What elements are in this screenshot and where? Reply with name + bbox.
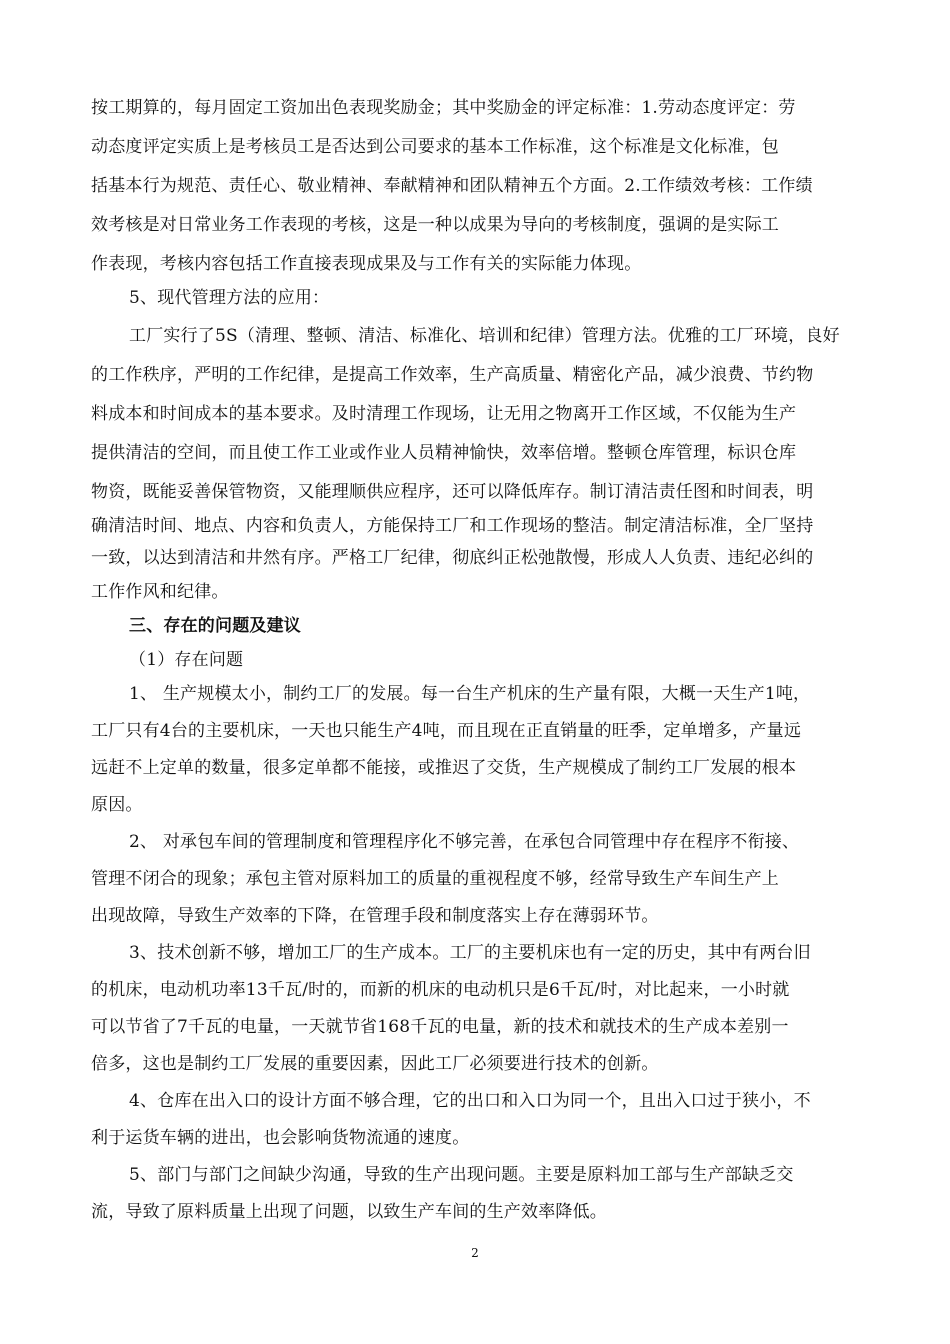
body-text-line: 确清洁时间、地点、内容和负责人，方能保持工厂和工作现场的整洁。制定清洁标准，全厂坚持	[91, 516, 814, 536]
body-text-line: 的工作秩序，严明的工作纪律，是提高工作效率，生产高质量、精密化产品，减少浪费、节约物	[91, 365, 814, 385]
body-text-line: 作表现，考核内容包括工作直接表现成果及与工作有关的实际能力体现。	[91, 254, 642, 274]
body-text-line: 利于运货车辆的进出，也会影响货物流通的速度。	[91, 1128, 470, 1148]
body-text-line: 可以节省了7千瓦的电量，一天就节省168千瓦的电量，新的技术和就技术的生产成本差别一	[91, 1017, 789, 1037]
page-number: 2	[471, 1246, 479, 1260]
body-text-line: 流，导致了原料质量上出现了问题，以致生产车间的生产效率降低。	[91, 1202, 607, 1222]
body-text-line: 1、 生产规模太小，制约工厂的发展。每一台生产机床的生产量有限，大概一天生产1吨，	[129, 684, 811, 704]
section-heading: 三、存在的问题及建议	[129, 616, 301, 636]
body-text-line: 2、 对承包车间的管理制度和管理程序化不够完善，在承包合同管理中存在程序不衔接、	[129, 832, 800, 852]
body-text-line: 工厂只有4台的主要机床，一天也只能生产4吨，而且现在正直销量的旺季，定单增多，产量远	[91, 721, 802, 741]
subsection-heading: （1）存在问题	[129, 650, 244, 670]
body-text-line: 料成本和时间成本的基本要求。及时清理工作现场，让无用之物离开工作区域，不仅能为生产	[91, 404, 797, 424]
body-text-line: 括基本行为规范、责任心、敬业精神、奉献精神和团队精神五个方面。2.工作绩效考核：工作绩	[91, 176, 813, 196]
body-text-line: 管理不闭合的现象；承包主管对原料加工的质量的重视程度不够，经常导致生产车间生产上	[91, 869, 779, 889]
body-text-line: 5、部门与部门之间缺少沟通，导致的生产出现问题。主要是原料加工部与生产部缺乏交	[129, 1165, 794, 1185]
body-text-line: 原因。	[91, 795, 143, 815]
body-text-line: 物资，既能妥善保管物资，又能理顺供应程序，还可以降低库存。制订清洁责任图和时间表，明	[91, 482, 814, 502]
body-text-line: 动态度评定实质上是考核员工是否达到公司要求的基本工作标准，这个标准是文化标准，包	[91, 137, 779, 157]
body-text-line: 工厂实行了5S（清理、整顿、清洁、标准化、培训和纪律）管理方法。优雅的工厂环境，良好	[129, 326, 840, 346]
body-text-line: 提供清洁的空间，而且使工作工业或作业人员精神愉快，效率倍增。整顿仓库管理，标识仓库	[91, 443, 797, 463]
body-text-line: 效考核是对日常业务工作表现的考核，这是一种以成果为导向的考核制度，强调的是实际工	[91, 215, 779, 235]
body-text-line: 一致，以达到清洁和井然有序。严格工厂纪律，彻底纠正松弛散慢，形成人人负责、违纪必纠的	[91, 548, 814, 568]
body-text-line: 出现故障，导致生产效率的下降，在管理手段和制度落实上存在薄弱环节。	[91, 906, 659, 926]
body-text-line: 倍多，这也是制约工厂发展的重要因素，因此工厂必须要进行技术的创新。	[91, 1054, 659, 1074]
body-text-line: 3、技术创新不够，增加工厂的生产成本。工厂的主要机床也有一定的历史，其中有两台旧	[129, 943, 811, 963]
body-text-line: 4、仓库在出入口的设计方面不够合理，它的出口和入口为同一个，且出入口过于狭小，不	[129, 1091, 811, 1111]
body-text-line: 的机床，电动机功率13千瓦/时的，而新的机床的电动机只是6千瓦/时，对比起来，一小时就	[91, 980, 790, 1000]
body-text-line: 远赶不上定单的数量，很多定单都不能接，或推迟了交货，生产规模成了制约工厂发展的根本	[91, 758, 797, 778]
body-text-line: 按工期算的，每月固定工资加出色表现奖励金；其中奖励金的评定标准：1.劳动态度评定：劳	[91, 98, 796, 118]
body-text-line: 工作作风和纪律。	[91, 582, 229, 602]
section-subheading: 5、现代管理方法的应用：	[129, 288, 330, 308]
